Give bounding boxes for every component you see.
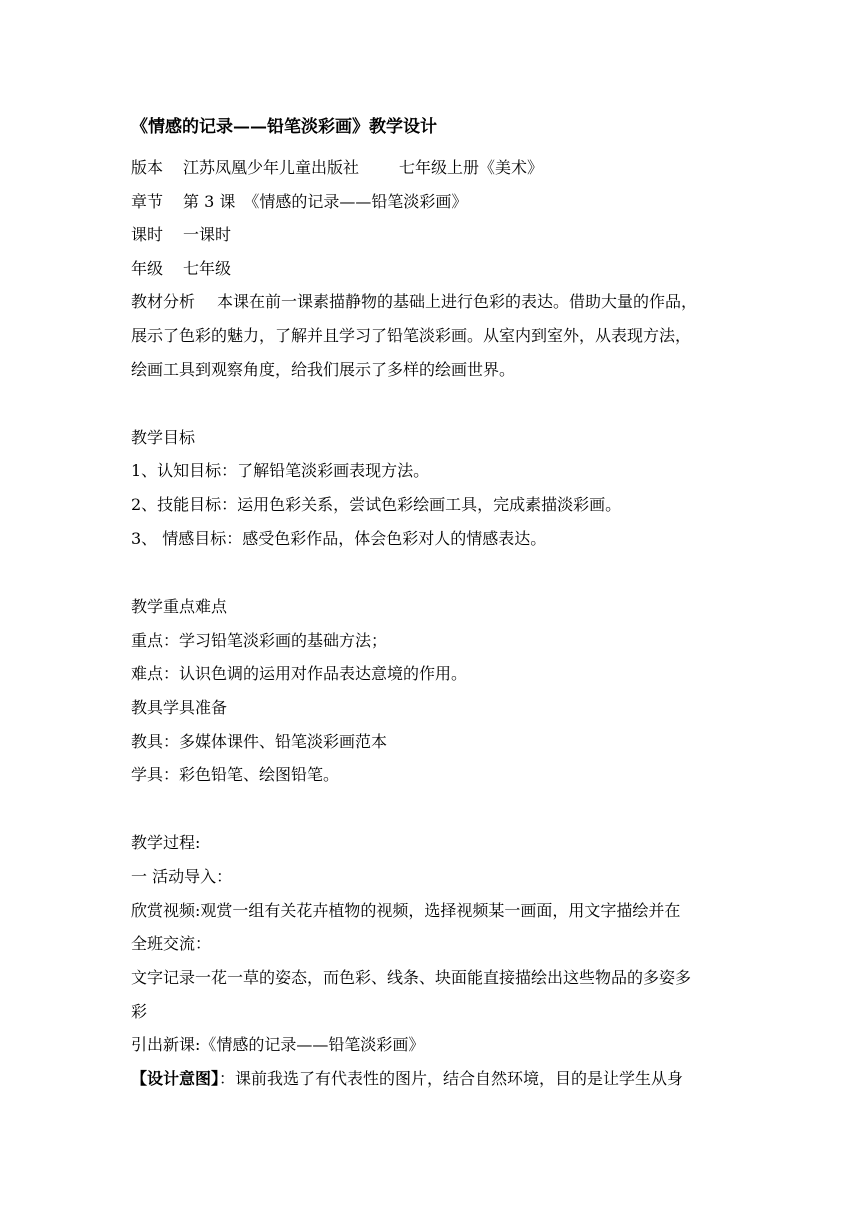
- analysis-line-1: [131, 285, 734, 319]
- analysis-line-3: 绘画工具到观察角度，给我们展示了多样的绘画世界。: [131, 360, 516, 379]
- keypoint-difficult: 难点：认识色调的运用对作品表达意境的作用。: [131, 664, 468, 683]
- goal-skill: 2、技能目标：运用色彩关系，尝试色彩绘画工具，完成素描淡彩画。: [131, 495, 622, 514]
- analysis-line-2: 展示了色彩的魅力，了解并且学习了铅笔淡彩画。从室内到室外，从表现方法，: [131, 326, 692, 345]
- process-step-1: 一 活动导入：: [131, 867, 233, 886]
- design-intent-text: ：课前我选了有代表性的图片，结合自然环境，目的是让学生从身: [219, 1069, 684, 1088]
- process-paragraph-1-line-2: 全班交流：: [131, 934, 212, 953]
- analysis-text-1: 本课在前一课素描静物的基础上进行色彩的表达。借助大量的作品，: [217, 292, 698, 311]
- class-hours-line: [131, 218, 734, 252]
- process-heading: 教学过程:: [131, 833, 201, 852]
- edition-label: 版本: [131, 158, 164, 177]
- chapter-name: 《情感的记录——铅笔淡彩画》: [243, 192, 468, 211]
- chapter-label: 章节: [131, 192, 164, 211]
- materials-heading: 教具学具准备: [131, 698, 228, 717]
- design-intent-label: 【设计意图】: [131, 1069, 220, 1088]
- materials-teacher: 教具：多媒体课件、铅笔淡彩画范本: [131, 732, 388, 751]
- grade-label: 年级: [131, 259, 164, 278]
- goal-cognitive: 1、认知目标：了解铅笔淡彩画表现方法。: [131, 461, 430, 480]
- document-title: 《情感的记录——铅笔淡彩画》教学设计: [131, 117, 437, 137]
- keypoints-heading: 教学重点难点: [131, 597, 228, 616]
- keypoint-key: 重点：学习铅笔淡彩画的基础方法；: [131, 631, 388, 650]
- goals-heading: 教学目标: [131, 428, 196, 447]
- design-intent-line: [131, 1062, 734, 1096]
- edition-publisher: 江苏凤凰少年儿童出版社: [183, 158, 360, 177]
- analysis-label: 教材分析: [131, 292, 196, 311]
- process-new-lesson: 引出新课:《情感的记录——铅笔淡彩画》: [131, 1035, 425, 1054]
- edition-book: 七年级上册《美术》: [399, 158, 544, 177]
- grade-value: 七年级: [183, 259, 232, 278]
- materials-student: 学具：彩色铅笔、绘图铅笔。: [131, 765, 340, 784]
- class-hours-value: 一课时: [183, 225, 232, 244]
- process-paragraph-2-line-1: 文字记录一花一草的姿态，而色彩、线条、块面能直接描绘出这些物品的多姿多: [131, 968, 692, 987]
- chapter-number: 第 3 课: [183, 192, 236, 211]
- process-paragraph-2-line-2: 彩: [131, 1002, 148, 1021]
- chapter-line: [131, 185, 734, 219]
- grade-line: [131, 252, 734, 286]
- goal-emotion: 3、 情感目标：感受色彩作品，体会色彩对人的情感表达。: [131, 529, 547, 548]
- class-hours-label: 课时: [131, 225, 164, 244]
- process-paragraph-1-line-1: 欣赏视频:观赏一组有关花卉植物的视频，选择视频某一画面，用文字描绘并在: [131, 901, 681, 920]
- edition-line: [131, 151, 734, 185]
